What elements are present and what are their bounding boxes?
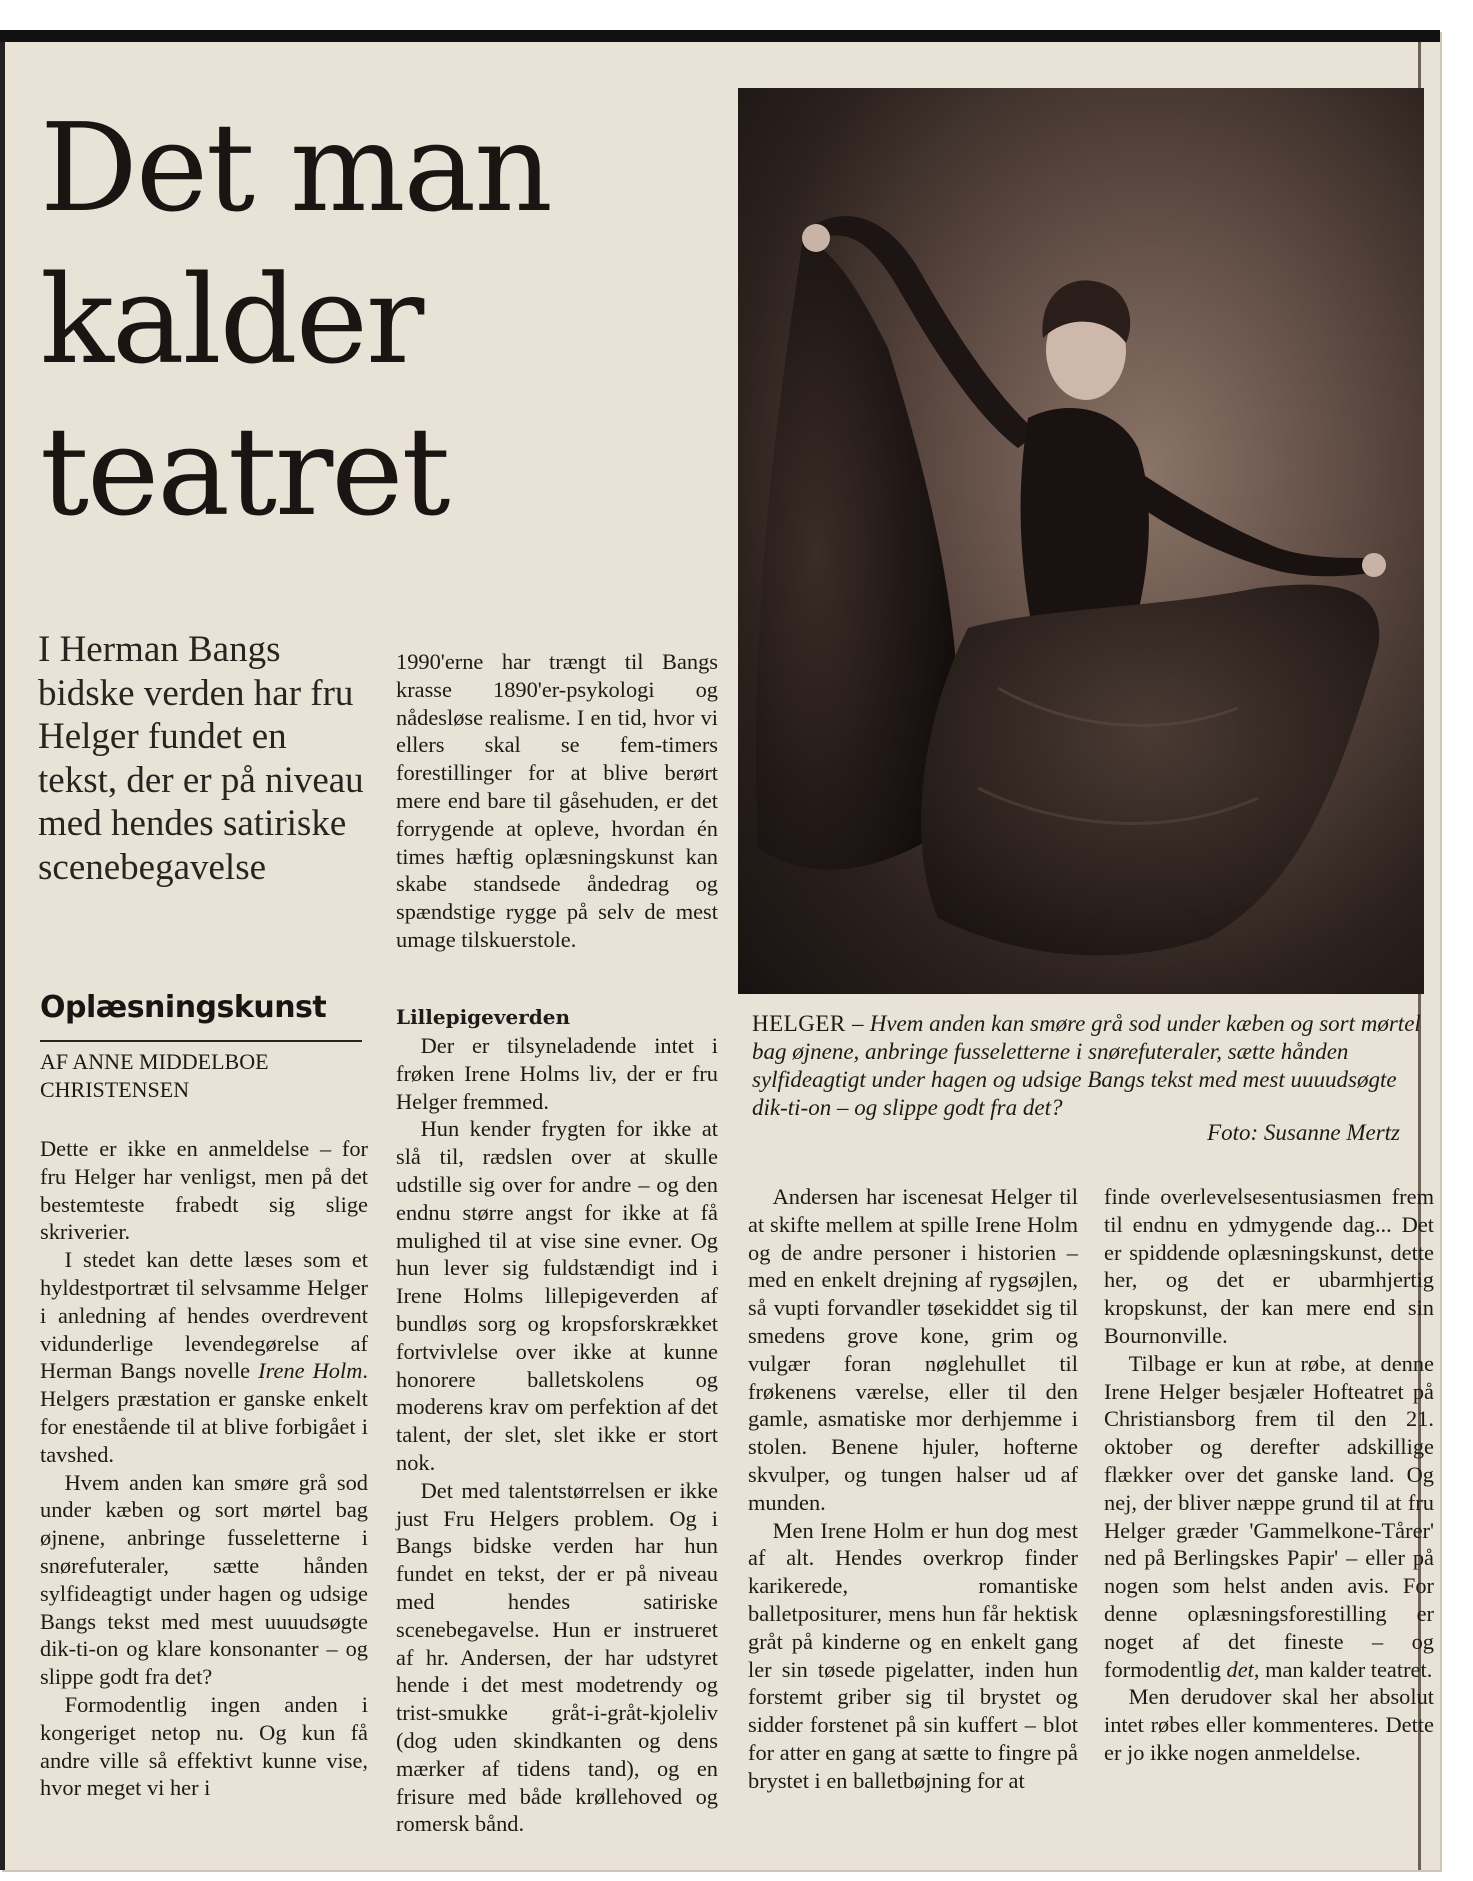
emphasis: det [1226, 1656, 1254, 1682]
paragraph: Hvem anden kan smøre grå sod under kæben og sort mørtel bag øjnene, anbringe fusseletterne i snørefuteraler, sætte hånden sylfideagtigt under hagen og udsige Bangs tekst med mest uuuudsøgte dik-ti-on og klare konsonanter – og slippe godt fra det? [40, 1469, 368, 1690]
article-column-1 [40, 1135, 368, 1802]
byline [40, 1048, 370, 1104]
byline-line-2: CHRISTENSEN [40, 1077, 190, 1102]
performer-figure-illustration [738, 88, 1424, 994]
paragraph [40, 1246, 368, 1468]
caption-text: Hvem anden kan smøre grå sod under kæben og sort mørtel bag øjnene, anbringe fusseletterne i snørefuteraler, sætte hånden sylfideagtigt under hagen og udsige Bangs tekst med mest uuuudsøgte dik-ti-on – og slippe godt fra det? [752, 1011, 1421, 1120]
top-rule [0, 30, 1440, 42]
headline-line-1: Det man [40, 97, 551, 239]
paragraph: Hun kender frygten for ikke at slå til, rædslen over at skulle udstille sig over for andre – og den endnu større angst for ikke at få mulighed til at vise sine evner. Og hun lever sig fuldstændigt ind i Irene Holms lillepigeverden af bundløs sorg og kropsforskrækket fortvivlelse over ikke at kunne honorere balletskolens og moderens krav om perfektion af det talent, der slet, slet ikke er stort nok. [396, 1116, 718, 1475]
article-column-4 [1104, 1183, 1434, 1767]
article-column-2-top [396, 648, 718, 954]
photo-caption [752, 1010, 1432, 1122]
paragraph: Der er tilsyneladende intet i frøken Irene Holms liv, der er fru Helger fremmed. [396, 1033, 718, 1114]
section-title: Oplæsningskunst [40, 990, 327, 1025]
paragraph: Men Irene Holm er hun dog mest af alt. Hendes overkrop finder karikerede, romantiske balletpositurer, mens hun får hektisk gråt på kinderne og en enkelt gang ler sin tøsede pigelatter, inden hun forstemt griber sig til brystet og sidder forstenet på sin kuffert – blot for atter en gang at sætte to fingre på brystet i en balletbøjning for at [748, 1517, 1078, 1793]
caption-label: HELGER – [752, 1011, 864, 1036]
paragraph: Formodentlig ingen anden i kongeriget netop nu. Og kun få andre ville så effektivt kunne vise, hvor meget vi her i [40, 1691, 368, 1801]
paragraph-text: . Helgers præstation er ganske enkelt for enestående til at blive forbigået i tavshed. [40, 1358, 369, 1467]
novel-title: Irene Holm [258, 1358, 363, 1384]
section-title-rule [40, 1040, 362, 1042]
paragraph: Andersen har iscenesat Helger til at skifte mellem at spille Irene Holm og de andre personer i historien – med en enkelt drejning af rygsøjlen, så vupti forvandler tøsekiddet sig til smedens grove kone, grim og vulgær foran nøglehullet til frøkenens værelse, eller til den gamle, asmatiske mor derhjemme i stolen. Benene hjuler, hofterne skvulper, og tungen halser ud af munden. [748, 1184, 1078, 1515]
headline [40, 92, 551, 548]
paragraph: Det med talentstørrelsen er ikke just Fru Helgers problem. Og i Bangs bidske verden har hun fundet en tekst, der er på niveau med hendes satiriske scenebegavelse. Hun er instrueret af hr. Andersen, der har udstyret hende i det mest modetrendy og trist-smukke gråt-i-gråt-kjoleliv (dog uden skindkanten og dens mærker af tidens tand), og en frisure med både krøllehoved og romersk bånd. [396, 1477, 718, 1837]
paragraph: 1990'erne har trængt til Bangs krasse 1890'er-psykologi og nådesløse realisme. I en tid, hvor vi ellers skal se fem-timers forestillinger for at blive berørt mere end bare til gåsehuden, er det forrygende at opleve, hvordan én times hæftig oplæsningskunst kan skabe standsede åndedrag og spændstige rygge på selv de mest umage tilskuerstole. [396, 649, 718, 952]
headline-line-2: kalder [40, 249, 423, 391]
left-rule [0, 42, 5, 1870]
subheading: Lillepigeverden [396, 1005, 571, 1029]
paragraph [1104, 1350, 1434, 1684]
article-column-2 [396, 1002, 718, 1838]
paragraph: finde overlevelsesentusiasmen frem til endnu en ydmygende dag... Det er spiddende oplæsningskunst, dette her, og det er ubarmhjertig kropskunst, der kan mere end sin Bournonville. [1104, 1184, 1434, 1348]
paragraph-text: Tilbage er kun at røbe, at denne Irene Helger besjæler Hofteatret på Christiansborg frem til den 21. oktober og derefter adskillige flækker over det ganske land. Og nej, der bliver næppe grund til at fru Helger græder 'Gammelkone-Tårer' ned på Berlingskes Papir' – eller på nogen som helst anden avis. For denne oplæsningsforestilling er noget af det fineste – og formodentlig [1104, 1350, 1434, 1682]
headline-line-3: teatret [40, 401, 449, 543]
paragraph-text: I stedet kan dette læses som et hyldestportræt til selvsamme Helger i anledning af hendes overdrevent vidunderlige levendegørelse af Herman Bangs novelle [40, 1247, 368, 1384]
byline-line-1: AF ANNE MIDDELBOE [40, 1049, 269, 1074]
newspaper-clipping [0, 30, 1440, 1870]
paragraph: Dette er ikke en anmeldelse – for fru Helger har venligst, men på det bestemteste frabedt sig slige skriverier. [40, 1136, 368, 1245]
paragraph: Men derudover skal her absolut intet røbes eller kommenteres. Dette er jo ikke nogen anmeldelse. [1104, 1684, 1434, 1765]
performer-photo [738, 88, 1424, 994]
article-column-3 [748, 1183, 1078, 1795]
photo-credit: Foto: Susanne Mertz [1207, 1120, 1400, 1145]
paragraph-text: , man kalder teatret. [1253, 1656, 1433, 1682]
lead-paragraph: I Herman Bangs bidske verden har fru Helger fundet en tekst, der er på niveau med hendes satiriske scenebegavelse [38, 629, 364, 888]
